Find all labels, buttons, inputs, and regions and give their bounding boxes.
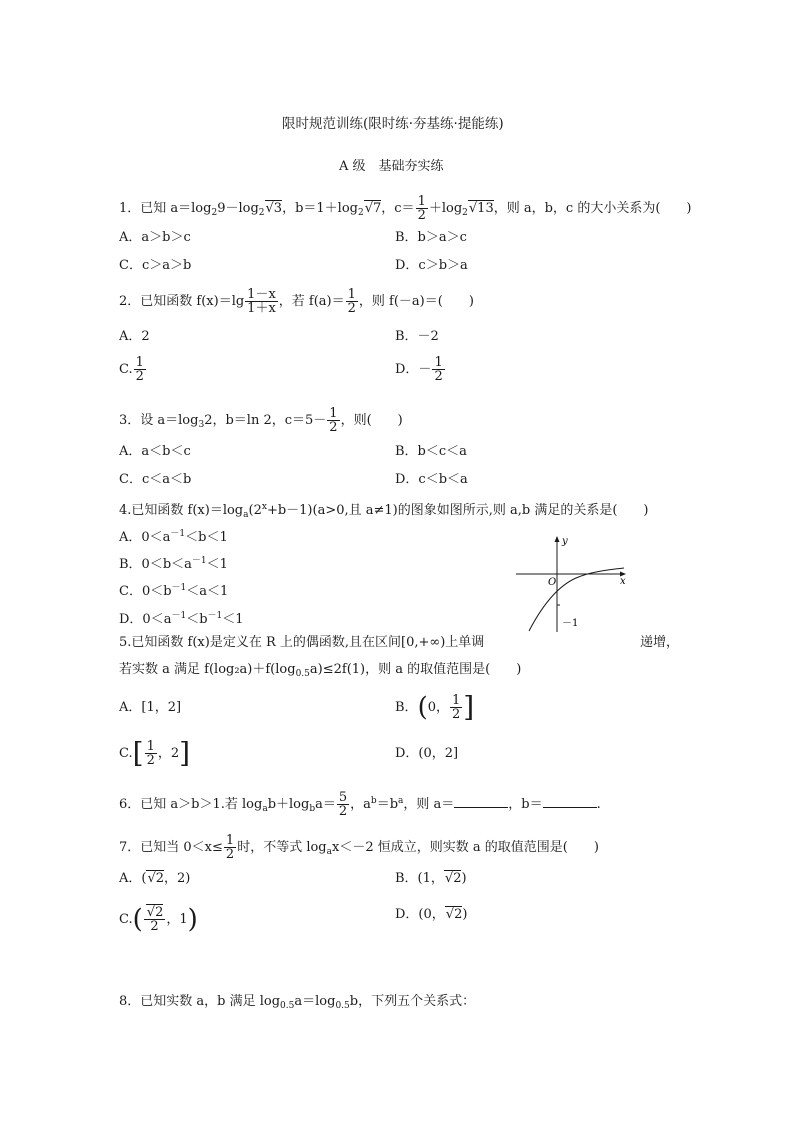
- q7-option-c: C.( $\frac{√2}{2}$ ，1): [119, 904, 198, 935]
- question-5-line1b: 递增，: [640, 635, 680, 650]
- origin-label: O: [548, 577, 557, 588]
- y-axis-label: y: [562, 536, 568, 547]
- q4-option-d: D．$0<a^{-1}<b^{-1}<1$: [119, 611, 244, 627]
- question-8: 8．已知实数 a，b 满足 $\log_{0.5}a=\log_{0.5}b$，下列五个关系式：: [119, 994, 476, 1011]
- q3-option-b: B．b＜c＜a: [395, 444, 467, 459]
- q1-option-a: A．a＞b＞c: [119, 230, 191, 245]
- q1-option-d: D．c＞b＞a: [395, 258, 468, 273]
- question-4: 4.已知函数 $f(x)=\log_a(2^x+b-1)(a>0$,且 a≠1)的图象如图所示,则 a,b 满足的关系是( ): [119, 502, 649, 520]
- q2-option-b: B．－2: [395, 329, 439, 344]
- q3-option-c: C．c＜a＜b: [119, 472, 192, 487]
- section-level: A 级 基础夯实练: [339, 159, 444, 174]
- q2-option-a: A．2: [119, 329, 150, 344]
- x-axis-label: x: [620, 576, 626, 587]
- q5-option-a: A．[1，2]: [119, 700, 182, 715]
- q7-option-d: D．(0，√2): [395, 907, 468, 922]
- y-axis-arrow: [555, 536, 560, 542]
- q2-option-d: D．－ $\frac{1}{2}$: [395, 355, 443, 384]
- y-intercept-label: －1: [562, 618, 579, 629]
- q3-option-a: A．a＜b＜c: [119, 444, 191, 459]
- q5-option-c: C.[ $\frac{1}{2}$ ，2]: [119, 736, 191, 770]
- question-1: 1．已知 $a=\log_29-\log_2√3$，$b=1+\log_2√7$，c＝ $\frac{1}{2}$ $+\log_2√13$，则 a，b，c 的大小关系为( ): [119, 194, 692, 223]
- q7-option-a: A．(√2，2): [119, 871, 191, 886]
- question-7: 7．已知当 0＜x≤ $\frac{1}{2}$ 时，不等式 $\log_ax<-2$ 恒成立，则实数 a 的取值范围是( ): [119, 833, 599, 862]
- q2-option-c: C. $\frac{1}{2}$: [119, 355, 144, 384]
- q4-option-b: B．$0<b<a^{-1}<1$: [119, 556, 228, 572]
- answer-blank-b[interactable]: [543, 795, 597, 808]
- q3-option-d: D．c＜b＜a: [395, 472, 468, 487]
- answer-blank-a[interactable]: [454, 795, 508, 808]
- q4-option-a: A．$0<a^{-1}<b<1$: [119, 529, 228, 545]
- page-title: 限时规范训练(限时练·夯基练·提能练): [282, 116, 504, 132]
- q5-option-b: B．(0， $\frac{1}{2}$ ]: [395, 690, 475, 724]
- question-3: 3．设 $a=\log_32$，b＝ln 2，c＝5－ $\frac{1}{2}$ ，则( ): [119, 406, 403, 435]
- question-2: 2．已知函数 f(x)＝lg $\frac{1-x}{1+x}$ ，若 f(a)＝ $\frac{1}{2}$ ，则 f(－a)＝( ): [119, 287, 474, 316]
- q1-option-c: C．c＞a＞b: [119, 258, 192, 273]
- function-graph: [514, 534, 634, 634]
- question-6: 6．已知 a＞b＞1.若 $\log_ab+\log_ba=$ $\frac{5}{2}$ ，$a^b=b^a$，则 a＝ ，b＝ .: [119, 790, 601, 819]
- q7-option-b: B．(1，√2): [395, 871, 467, 886]
- question-5-line2: 若实数 a 满足 $f(\log_2a)+f(\log_{0.5}a)\le 2f(1)$，则 a 的取值范围是( ): [119, 662, 522, 679]
- q5-option-d: D．(0，2]: [395, 746, 459, 761]
- question-5-line1: 5.已知函数 f(x)是定义在 R 上的偶函数,且在区间[0,+∞)上单调: [119, 635, 485, 650]
- q1-option-b: B．b＞a＞c: [395, 230, 467, 245]
- q4-option-c: C．$0<b^{-1}<a<1$: [119, 583, 229, 599]
